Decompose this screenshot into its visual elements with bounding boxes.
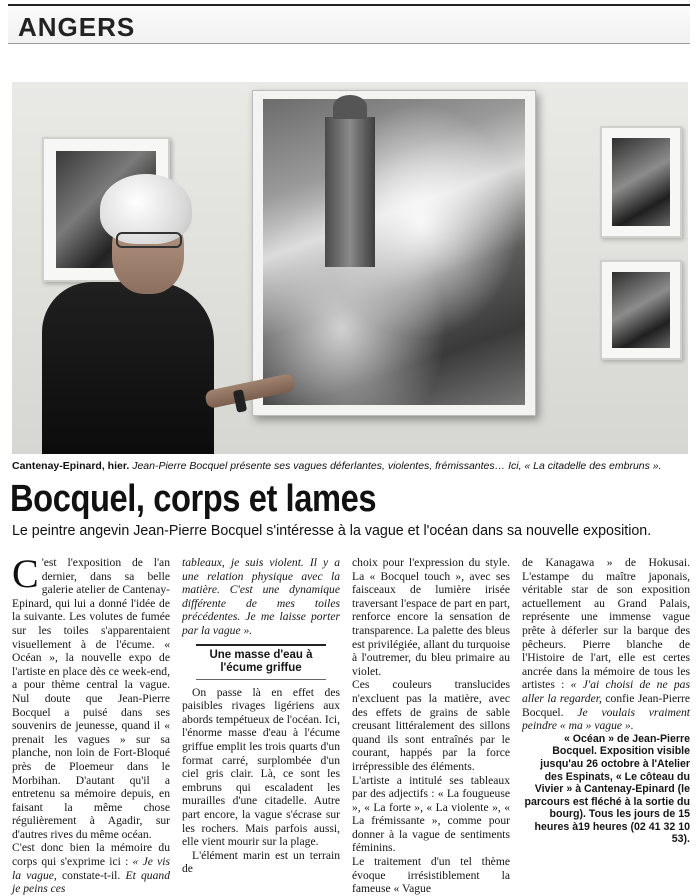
exhibition-info: « Océan » de Jean-Pierre Bocquel. Exposition visible jusqu'au 26 octobre à l'Atelier des Espinats, « Le côteau du Vivier » à Cantenay-Epinard (le parcours est fléché à la sortie du bourg). Tous les jours de 15 heures à19 heures (02 41 32 10 53).	[524, 732, 690, 846]
section-header	[8, 4, 690, 44]
photo-caption	[12, 459, 688, 473]
paragraph: choix pour l'expression du style. La « Bocquel touch », avec ses faisceaux de lumière irisée traversant l'espace de part en part, renforce encore la sensation de transparence. La palette des bleus est privilégiée, allant du turquoise à l'outremer, du bleu primaire au violet.	[352, 556, 510, 678]
caption-place: Cantenay-Epinard, hier.	[12, 460, 130, 472]
main-painting	[252, 90, 536, 416]
framed-artwork-right-bottom	[600, 260, 682, 360]
article-column-4	[522, 556, 690, 846]
citadel-tower	[325, 117, 375, 267]
section-title: ANGERS	[18, 12, 136, 42]
article-column-1	[12, 551, 170, 896]
article-photo	[12, 82, 688, 454]
inter-title: Une masse d'eau à l'écume griffue	[196, 644, 326, 680]
paragraph: C'est donc bien la mémoire du corps qui s'exprime ici :	[12, 841, 170, 869]
quote: « Je vis la vague,	[12, 855, 170, 882]
paragraph: constate-t-il.	[56, 868, 126, 882]
quote: Et quand je peins ces	[12, 868, 170, 896]
paragraph: de Kanagawa » de Hokusai. L'estampe du maître japonais, véritable star de son exposition actuellement au Grand Palais, représente une immense vague prête à déferler sur la barque des pêcheurs. Pierre blanche de l'Histoire de l'art, elle est certes ancrée dans la mémoire de tous les artistes :	[522, 556, 690, 692]
paragraph: Le traitement d'un tel thème évoque irrésistiblement la fameuse « Vague	[352, 855, 510, 896]
quote: « J'ai choisi de ne pas aller la regarder,	[522, 678, 690, 705]
headline: Bocquel, corps et lames	[10, 478, 377, 520]
quote: tableaux, je suis violent. Il y a une relation physique avec la matière. C'est une dynamique différente de mes toiles précédentes. Je me laisse porter par la vague ».	[182, 556, 340, 637]
paragraph: 'est l'exposition de l'an dernier, dans sa belle galerie atelier de Cantenay-Epinard, qui lui a donné l'idée de la suivante. Les volutes de fumée sur les toiles s'apparentaient visuellement à de l'écume. « Océan », la nouvelle expo de l'artiste en place dès ce week-end, a pour thème central la vague. Nul doute que Jean-Pierre Bocquel a puisé dans ses souvenirs de jeunesse, quand il « prenait les vagues » sur sa planche, non loin de Fort-Bloqué près de Ploemeur dans le Morbihan. D'autant qu'il a entretenu sa mémoire depuis, en faisant la même chose régulièrement à Agadir, sur d'autres rives du même océan.	[12, 556, 170, 841]
article-column-3	[352, 556, 510, 896]
paragraph: L'artiste a intitulé ses tableaux par des adjectifs : « La fougueuse », « La forte », « La violente », « La frémissante », comme pour donner à la vague de sentiments féminins.	[352, 773, 510, 855]
paragraph: Ces couleurs translucides n'excluent pas la matière, avec des effets de grains de sable creusant littéralement des sillons quand ils sont entraînés par le courant, happés par la force irrépressible des éléments.	[352, 678, 510, 773]
subheadline: Le peintre angevin Jean-Pierre Bocquel s'intéresse à la vague et l'océan dans sa nouvelle exposition.	[12, 522, 652, 539]
article-column-2	[182, 556, 340, 876]
quote: Je voulais vraiment peindre « ma » vague ».	[522, 705, 690, 733]
paragraph: confie Jean-Pierre Bocquel.	[522, 691, 690, 719]
caption-text: Jean-Pierre Bocquel présente ses vagues déferlantes, violentes, frémissantes… Ici, « La citadelle des embruns ».	[132, 460, 662, 472]
framed-artwork-right-top	[600, 126, 682, 238]
artist-figure	[30, 172, 210, 454]
paragraph: On passe là en effet des paisibles rivages ligériens aux abords tempétueux de l'océan. Ici, l'énorme masse d'eau à l'écume griffue emplit les trois quarts d'un format carré, surplombée d'un ciel gris clair. Là, ce sont les embruns qui escaladent les murailles d'une citadelle. Autre part encore, la vague s'écrase sur les rochers. Mais parfois aussi, elle vient mourir sur la plage.	[182, 685, 340, 849]
paragraph: L'élément marin est un terrain de	[182, 848, 340, 876]
drop-cap: C	[12, 551, 39, 596]
